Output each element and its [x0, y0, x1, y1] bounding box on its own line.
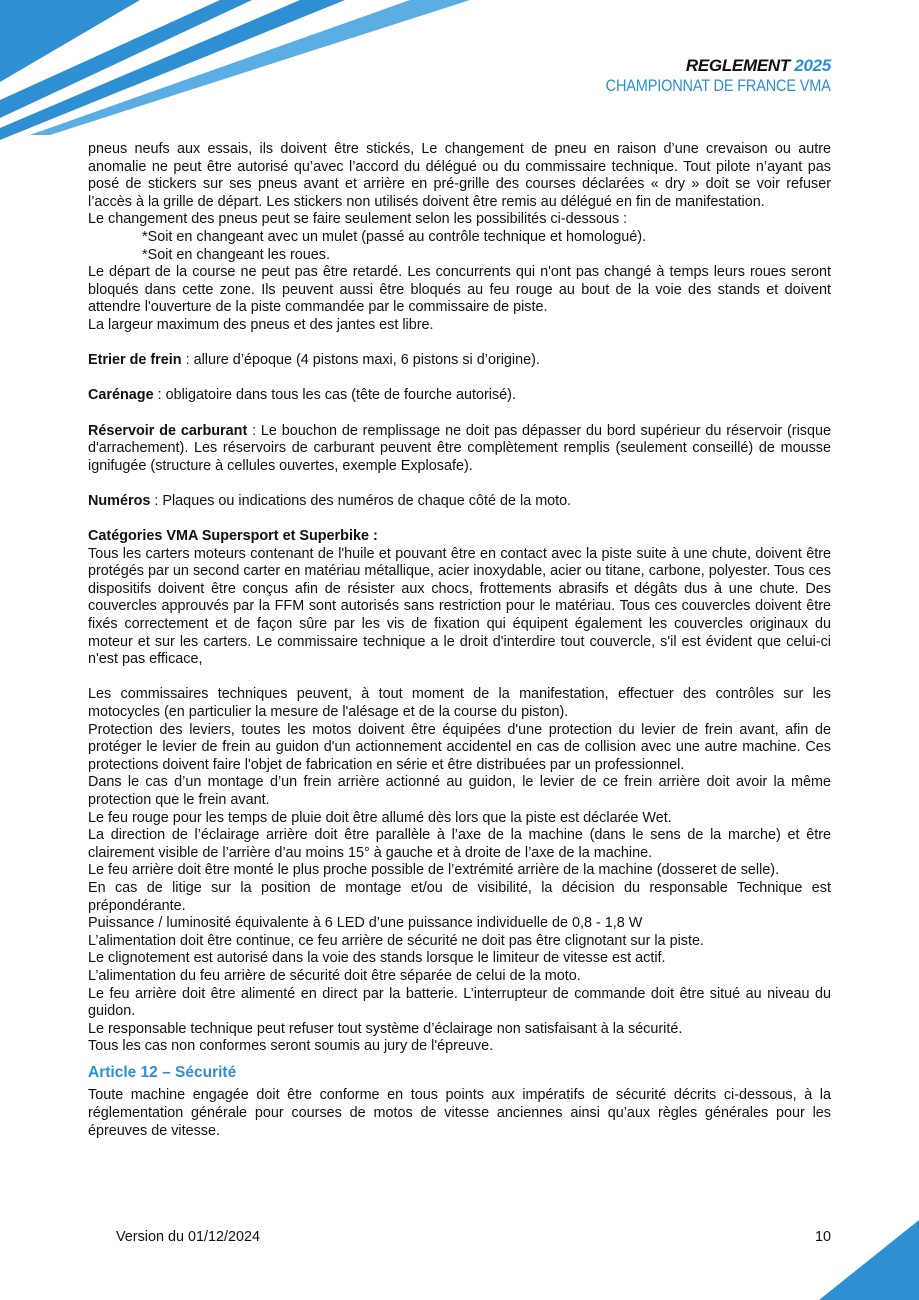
paragraph: La largeur maximum des pneus et des jantes est libre.: [88, 316, 434, 333]
header-title: [575, 56, 831, 76]
paragraph: Dans le cas d’un montage d’un frein arrière actionné au guidon, le levier de ce frein arrière doit avoir la même protection que le frein avant.: [88, 774, 831, 808]
term-numeros: Numéros: [88, 492, 151, 509]
term-carenage: Carénage: [88, 387, 154, 404]
article-heading: Article 12 – Sécurité: [88, 1063, 237, 1081]
term-etrier: Etrier de frein: [88, 352, 182, 369]
definition-etrier: : allure d’époque (4 pistons maxi, 6 pistons si d’origine).: [181, 352, 540, 369]
paragraph: Le feu arrière doit être alimenté en direct par la batterie. L’interrupteur de commande doit être situé au niveau du guidon.: [88, 985, 831, 1020]
paragraph: Le départ de la course ne peut pas être retardé. Les concurrents qui n'ont pas changé à temps leurs roues seront bloqués dans cette zone. Ils peuvent aussi être bloqués au feu rouge au bout de la voie des stands et doivent attendre l'ouverture de la piste commandée par le commissaire de piste.: [88, 264, 831, 316]
paragraph: Le feu arrière doit être monté le plus proche possible de l’extrémité arrière de la machine (dosseret de selle).: [88, 862, 780, 879]
definition-carenage: : obligatoire dans tous les cas (tête de fourche autorisé).: [153, 387, 516, 404]
paragraph-etrier: [88, 352, 831, 370]
paragraph: Protection des leviers, toutes les motos doivent être équipées d'une protection du levier de frein avant, afin de protéger le levier de frein au guidon d'un actionnement accidentel en cas de collision avec une autre machine. Ces protections doivent faire l'objet de fabrication en série et être distribuées par un professionnel.: [88, 721, 831, 773]
footer-page-number: 10: [814, 1229, 831, 1245]
paragraph: Puissance / luminosité équivalente à 6 LED d’une puissance individuelle de 0,8 - 1,8 W: [88, 915, 643, 932]
paragraph: En cas de litige sur la position de montage et/ou de visibilité, la décision du responsable Technique est prépondérante.: [88, 879, 831, 914]
paragraph: Toute machine engagée doit être conforme en tous points aux impératifs de sécurité décrits ci-dessous, à la réglementation générale pour courses de motos de vitesse anciennes ainsi qu’aux règles générales pour les épreuves de vitesse.: [88, 1087, 831, 1139]
paragraph: Le feu rouge pour les temps de pluie doit être allumé dès lors que la piste est déclarée Wet.: [88, 809, 672, 826]
definition-reservoir: : Le bouchon de remplissage ne doit pas dépasser du bord supérieur du réservoir (risque d'arrachement). Les réservoirs de carburant peuvent être complètement remplis (seulement conseillé) de mousse ignifugée (structure à cellules ouvertes, exemple Explosafe).: [88, 422, 832, 474]
categories-heading: [88, 528, 831, 546]
paragraph: Tous les carters moteurs contenant de l'huile et pouvant être en contact avec la piste suite à une chute, doivent être protégés par un second carter en matériau métallique, acier inoxydable, acier ou titane, carbone, polyester. Tous ces dispositifs doivent être conçus afin de résister aux chocs, frottements abrasifs et dégâts dus à une chute. Des couvercles approuvés par la FFM sont autorisés sans restriction pour le matériau. Tous ces couvercles doivent être fixés correctement et de façon sûre par les vis de fixation qui équipent également les couvercles originaux du moteur et sur les carters. Le commissaire technique a le droit d'interdire tout couvercle, s'il est évident que celui-ci n'est pas efficace,: [88, 545, 831, 668]
paragraph: La direction de l’éclairage arrière doit être parallèle à l’axe de la machine (dans le sens de la marche) et être clairement visible de l’arrière d’au moins 15° à gauche et à droite de l’axe de la machine.: [88, 827, 831, 861]
header-year: 2025: [794, 56, 831, 75]
categories-heading-text: Catégories VMA Supersport et Superbike :: [88, 528, 378, 545]
footer-version: Version du 01/12/2024: [116, 1229, 261, 1245]
paragraph: Le responsable technique peut refuser tout système d’éclairage non satisfaisant à la sécurité.: [88, 1020, 683, 1037]
document-header: [575, 56, 831, 96]
list-item: *Soit en changeant avec un mulet (passé au contrôle technique et homologué).: [142, 228, 647, 245]
header-title-text: REGLEMENT: [685, 56, 790, 75]
corner-stripes-top-left: [0, 0, 480, 145]
definition-numeros: : Plaques ou indications des numéros de chaque côté de la moto.: [150, 492, 572, 509]
paragraph: pneus neufs aux essais, ils doivent être stickés, Le changement de pneu en raison d’une crevaison ou autre anomalie ne peut être autorisé qu’avec l’accord du délégué ou du commissaire technique. Tout pilote n’ayant pas posé de stickers sur ses pneus avant et arrière en pré-grille des courses déclarées « dry » doit se voir refuser l’accès à la grille de départ. Les stickers non utilisés doivent être remis au délégué en fin de manifestation.: [88, 141, 831, 210]
term-reservoir: Réservoir de carburant: [88, 422, 248, 439]
paragraph-reservoir: [88, 423, 831, 476]
paragraph: L’alimentation du feu arrière de sécurité doit être séparée de celui de la moto.: [88, 967, 581, 984]
paragraph: Le changement des pneus peut se faire seulement selon les possibilités ci-dessous :: [88, 211, 628, 228]
list-item: *Soit en changeant les roues.: [142, 246, 331, 263]
paragraph: Le clignotement est autorisé dans la voie des stands lorsque le limiteur de vitesse est actif.: [88, 950, 666, 967]
document-body: [88, 141, 831, 1140]
paragraph-carenage: [88, 387, 831, 405]
paragraph: Tous les cas non conformes seront soumis au jury de l'épreuve.: [88, 1038, 494, 1055]
paragraph: L’alimentation doit être continue, ce feu arrière de sécurité ne doit pas être clignotant sur la piste.: [88, 932, 704, 949]
paragraph-numeros: [88, 493, 831, 511]
paragraph: Les commissaires techniques peuvent, à tout moment de la manifestation, effectuer des contrôles sur les motocycles (en particulier la mesure de l'alésage et de la course du piston).: [88, 686, 831, 720]
corner-triangle-bottom-right: [819, 1220, 919, 1300]
header-subtitle: CHAMPIONNAT DE FRANCE VMA: [606, 77, 831, 95]
